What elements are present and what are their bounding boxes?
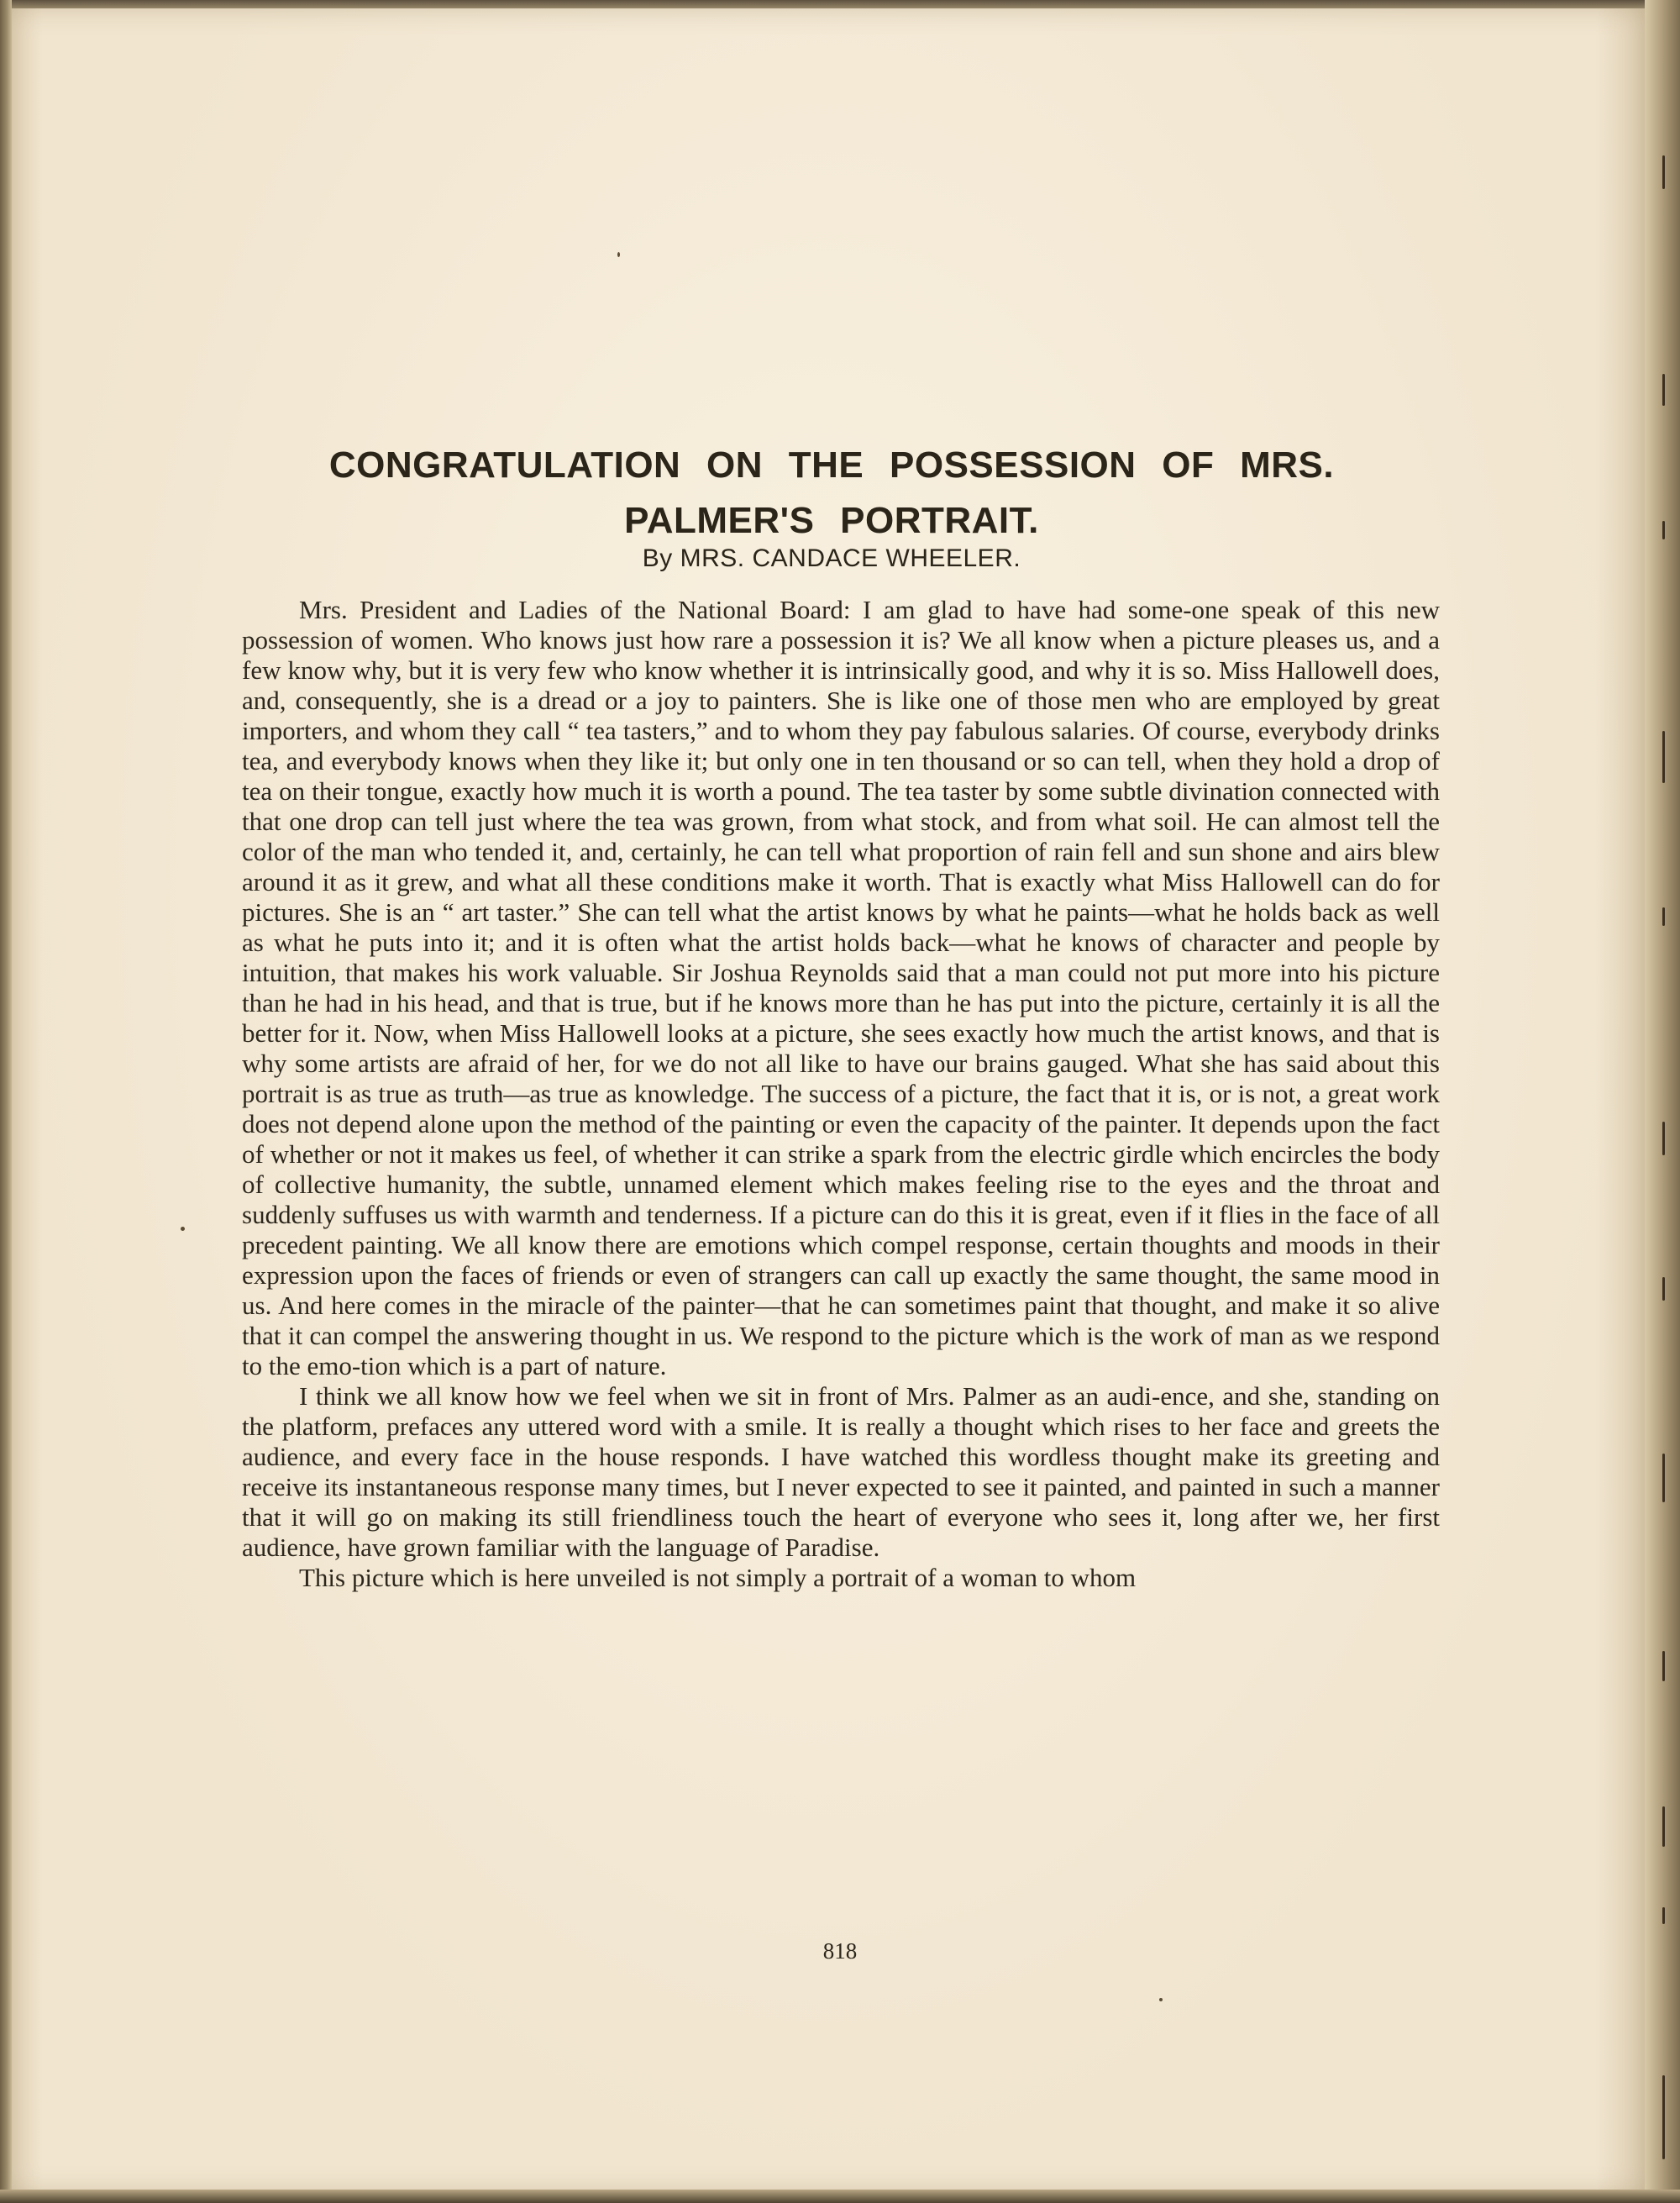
paper-speck: [1159, 1998, 1163, 2001]
article-title: CONGRATULATION ON THE POSSESSION OF MRS. PALMER'S PORTRAIT.: [328, 444, 1335, 542]
book-spine-edge: [0, 0, 12, 2203]
edge-mark: [1662, 521, 1665, 539]
page-number: 818: [822, 1938, 858, 1964]
edge-mark: [1662, 1651, 1665, 1681]
paper-speck: [181, 1227, 185, 1231]
page-bottom-edge: [0, 2190, 1680, 2203]
edge-mark: [1662, 1806, 1665, 1847]
edge-mark: [1662, 1122, 1665, 1155]
edge-mark: [1662, 1907, 1665, 1924]
edge-mark: [1662, 1277, 1665, 1301]
edge-mark: [1662, 374, 1665, 406]
paragraph: This picture which is here unveiled is not simply a portrait of a woman to whom: [299, 1563, 1137, 1592]
edge-mark: [1662, 1454, 1665, 1502]
article-body: [242, 595, 1440, 1593]
paragraph: Mrs. President and Ladies of the National Board: I am glad to have had some-one speak of this new possession of women. Who knows just how rare a possession it is? We all know when a picture pleases us, and a few know why, but it is very few who know whether it is intrinsically good, and why it is so. Miss Hallowell does, and, consequently, she is a dread or a joy to painters. She is like one of those men who are employed by great importers, and whom they call “ tea tasters,” and to whom they pay fabulous salaries. Of course, everybody drinks tea, and everybody knows when they like it; but only one in ten thousand or so can tell, when they hold a drop of tea on their tongue, exactly how much it is worth a pound. The tea taster by some subtle divination connected with that one drop can tell just where the tea was grown, from what stock, and from what soil. He can almost tell the color of the man who tended it, and, certainly, he can tell what proportion of rain fell and sun shone and airs blew around it as it grew, and what all these conditions make it worth. That is exactly what Miss Hallowell can do for pictures. She is an “ art taster.” She can tell what the artist knows by what he paints—what he holds back as well as what he puts into it; and it is often what the artist holds back—what he knows of character and people by intuition, that makes his work valuable. Sir Joshua Reynolds said that a man could not put more into his picture than he had in his head, and that is true, but if he knows more than he has put into the picture, certainly it is all the better for it. Now, when Miss Hallowell looks at a picture, she sees exactly how much the artist knows, and that is why some artists are afraid of her, for we do not all like to have our brains gauged. What she has said about this portrait is as true as truth—as true as knowledge. The success of a picture, the fact that it is, or is not, a great work does not depend alone upon the method of the painting or even the capacity of the painter. It depends upon the fact of whether or not it makes us feel, of whether it can strike a spark from the electric girdle which encircles the body of collective humanity, the subtle, unnamed element which makes feeling rise to the eyes and the throat and suddenly suffuses us with warmth and tenderness. If a picture can do this it is great, even if it flies in the face of all precedent painting. We all know there are emotions which compel response, certain thoughts and moods in their expression upon the faces of friends or even of strangers can call up exactly the same thought, the same mood in us. And here comes in the miracle of the painter—that he can sometimes paint that thought, and make it so alive that it can compel the answering thought in us. We respond to the picture which is the work of man as we respond to the emo-tion which is a part of nature.: [242, 595, 1440, 1380]
edge-mark: [1662, 155, 1665, 189]
edge-mark: [1662, 731, 1665, 783]
page-fore-edge: [1645, 0, 1680, 2203]
edge-mark: [1662, 907, 1665, 926]
article-byline: By MRS. CANDACE WHEELER.: [642, 544, 1021, 572]
edge-mark: [1662, 2075, 1665, 2159]
paper-speck: [617, 252, 620, 257]
paragraph: I think we all know how we feel when we sit in front of Mrs. Palmer as an audi-ence, and she, standing on the platform, prefaces any uttered word with a smile. It is really a thought which rises to her face and greets the audience, and every face in the house responds. I have watched this wordless thought make its greeting and receive its instantaneous response many times, but I never expected to see it painted, and painted in such a manner that it will go on making its still friendliness touch the heart of everyone who sees it, long after we, her first audience, have grown familiar with the language of Paradise.: [242, 1381, 1440, 1562]
